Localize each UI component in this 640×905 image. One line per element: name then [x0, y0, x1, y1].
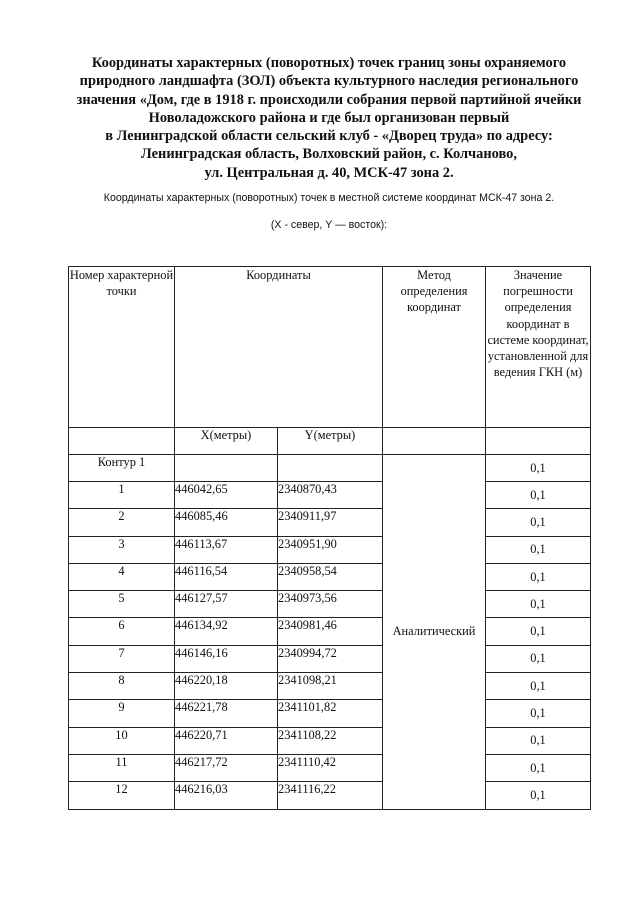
- x-coordinate: 446085,46: [175, 509, 278, 536]
- x-coordinate: 446127,57: [175, 591, 278, 618]
- table-row: [69, 536, 591, 563]
- x-coordinate: 446221,78: [175, 700, 278, 727]
- point-number: 2: [69, 509, 175, 536]
- y-coordinate: 2340981,46: [278, 618, 383, 645]
- y-coordinate: 2341108,22: [278, 727, 383, 754]
- point-number: 9: [69, 700, 175, 727]
- accuracy-value: 0,1: [486, 673, 591, 700]
- table-row: [69, 591, 591, 618]
- y-coordinate: 2340958,54: [278, 563, 383, 590]
- point-number: 1: [69, 482, 175, 509]
- x-coordinate: 446146,16: [175, 645, 278, 672]
- y-coordinate: 2341110,42: [278, 754, 383, 781]
- y-coordinate: 2340870,43: [278, 482, 383, 509]
- accuracy-value: 0,1: [486, 509, 591, 536]
- point-number: 3: [69, 536, 175, 563]
- contour-accuracy: 0,1: [486, 455, 591, 482]
- table-row: [69, 782, 591, 809]
- table-row: [69, 618, 591, 645]
- axes-note: (X - север, Y — восток):: [270, 219, 388, 231]
- accuracy-value: 0,1: [486, 700, 591, 727]
- header-point-number: Номер характерной точки: [69, 267, 175, 428]
- accuracy-value: 0,1: [486, 536, 591, 563]
- header-y: Y(метры): [278, 428, 383, 455]
- x-coordinate: 446116,54: [175, 563, 278, 590]
- x-coordinate: 446216,03: [175, 782, 278, 809]
- header-empty-cell: [69, 428, 175, 455]
- accuracy-value: 0,1: [486, 591, 591, 618]
- x-coordinate: 446113,67: [175, 536, 278, 563]
- point-number: 8: [69, 673, 175, 700]
- y-coordinate: 2340911,97: [278, 509, 383, 536]
- table-row: [69, 754, 591, 781]
- header-empty-cell: [383, 428, 486, 455]
- y-coordinate: 2340994,72: [278, 645, 383, 672]
- x-coordinate: 446217,72: [175, 754, 278, 781]
- point-number: 11: [69, 754, 175, 781]
- header-x: X(метры): [175, 428, 278, 455]
- accuracy-value: 0,1: [486, 482, 591, 509]
- x-coordinate: 446220,18: [175, 673, 278, 700]
- title-line: Ленинградская область, Волховский район, с. Колчаново,: [141, 146, 517, 163]
- coordinate-system-subtitle: Координаты характерных (поворотных) точек в местной системе координат МСК-47 зона 2.: [103, 192, 555, 204]
- accuracy-value: 0,1: [486, 754, 591, 781]
- x-coordinate: 446220,71: [175, 727, 278, 754]
- header-coordinates: Координаты: [175, 267, 383, 428]
- y-coordinate: 2340951,90: [278, 536, 383, 563]
- table-row: [69, 700, 591, 727]
- point-number: 12: [69, 782, 175, 809]
- contour-empty-cell: [278, 455, 383, 482]
- table-row: [69, 727, 591, 754]
- accuracy-value: 0,1: [486, 645, 591, 672]
- x-coordinate: 446134,92: [175, 618, 278, 645]
- point-number: 4: [69, 563, 175, 590]
- table-row: [69, 645, 591, 672]
- title-line: природного ландшафта (ЗОЛ) объекта культурного наследия регионального: [79, 73, 579, 90]
- contour-label: Контур 1: [69, 455, 175, 482]
- title-line: Координаты характерных (поворотных) точек границ зоны охраняемого: [91, 55, 567, 71]
- y-coordinate: 2341101,82: [278, 700, 383, 727]
- x-coordinate: 446042,65: [175, 482, 278, 509]
- header-empty-cell: [486, 428, 591, 455]
- document-title: [40, 54, 618, 182]
- accuracy-value: 0,1: [486, 563, 591, 590]
- table-row: [69, 482, 591, 509]
- table-row: [69, 509, 591, 536]
- title-line: ул. Центральная д. 40, МСК-47 зона 2.: [204, 164, 454, 181]
- table-row: [69, 563, 591, 590]
- method-cell: Аналитический: [383, 455, 486, 810]
- title-line: значения «Дом, где в 1918 г. происходили собрания первой партийной ячейки: [76, 91, 582, 108]
- y-coordinate: 2340973,56: [278, 591, 383, 618]
- point-number: 6: [69, 618, 175, 645]
- contour-empty-cell: [175, 455, 278, 482]
- accuracy-value: 0,1: [486, 618, 591, 645]
- accuracy-value: 0,1: [486, 782, 591, 809]
- coordinates-table: [68, 266, 591, 810]
- accuracy-value: 0,1: [486, 727, 591, 754]
- title-line: в Ленинградской области сельский клуб - «Дворец труда» по адресу:: [105, 128, 553, 145]
- point-number: 10: [69, 727, 175, 754]
- point-number: 5: [69, 591, 175, 618]
- header-accuracy: Значение погрешности определения координат в системе координат, установленной для ведения ГКН (м): [486, 267, 591, 428]
- title-line: Новоладожского района и где был организован первый: [148, 109, 510, 126]
- y-coordinate: 2341116,22: [278, 782, 383, 809]
- table-row: [69, 673, 591, 700]
- point-number: 7: [69, 645, 175, 672]
- header-method: Метод определения координат: [383, 267, 486, 428]
- y-coordinate: 2341098,21: [278, 673, 383, 700]
